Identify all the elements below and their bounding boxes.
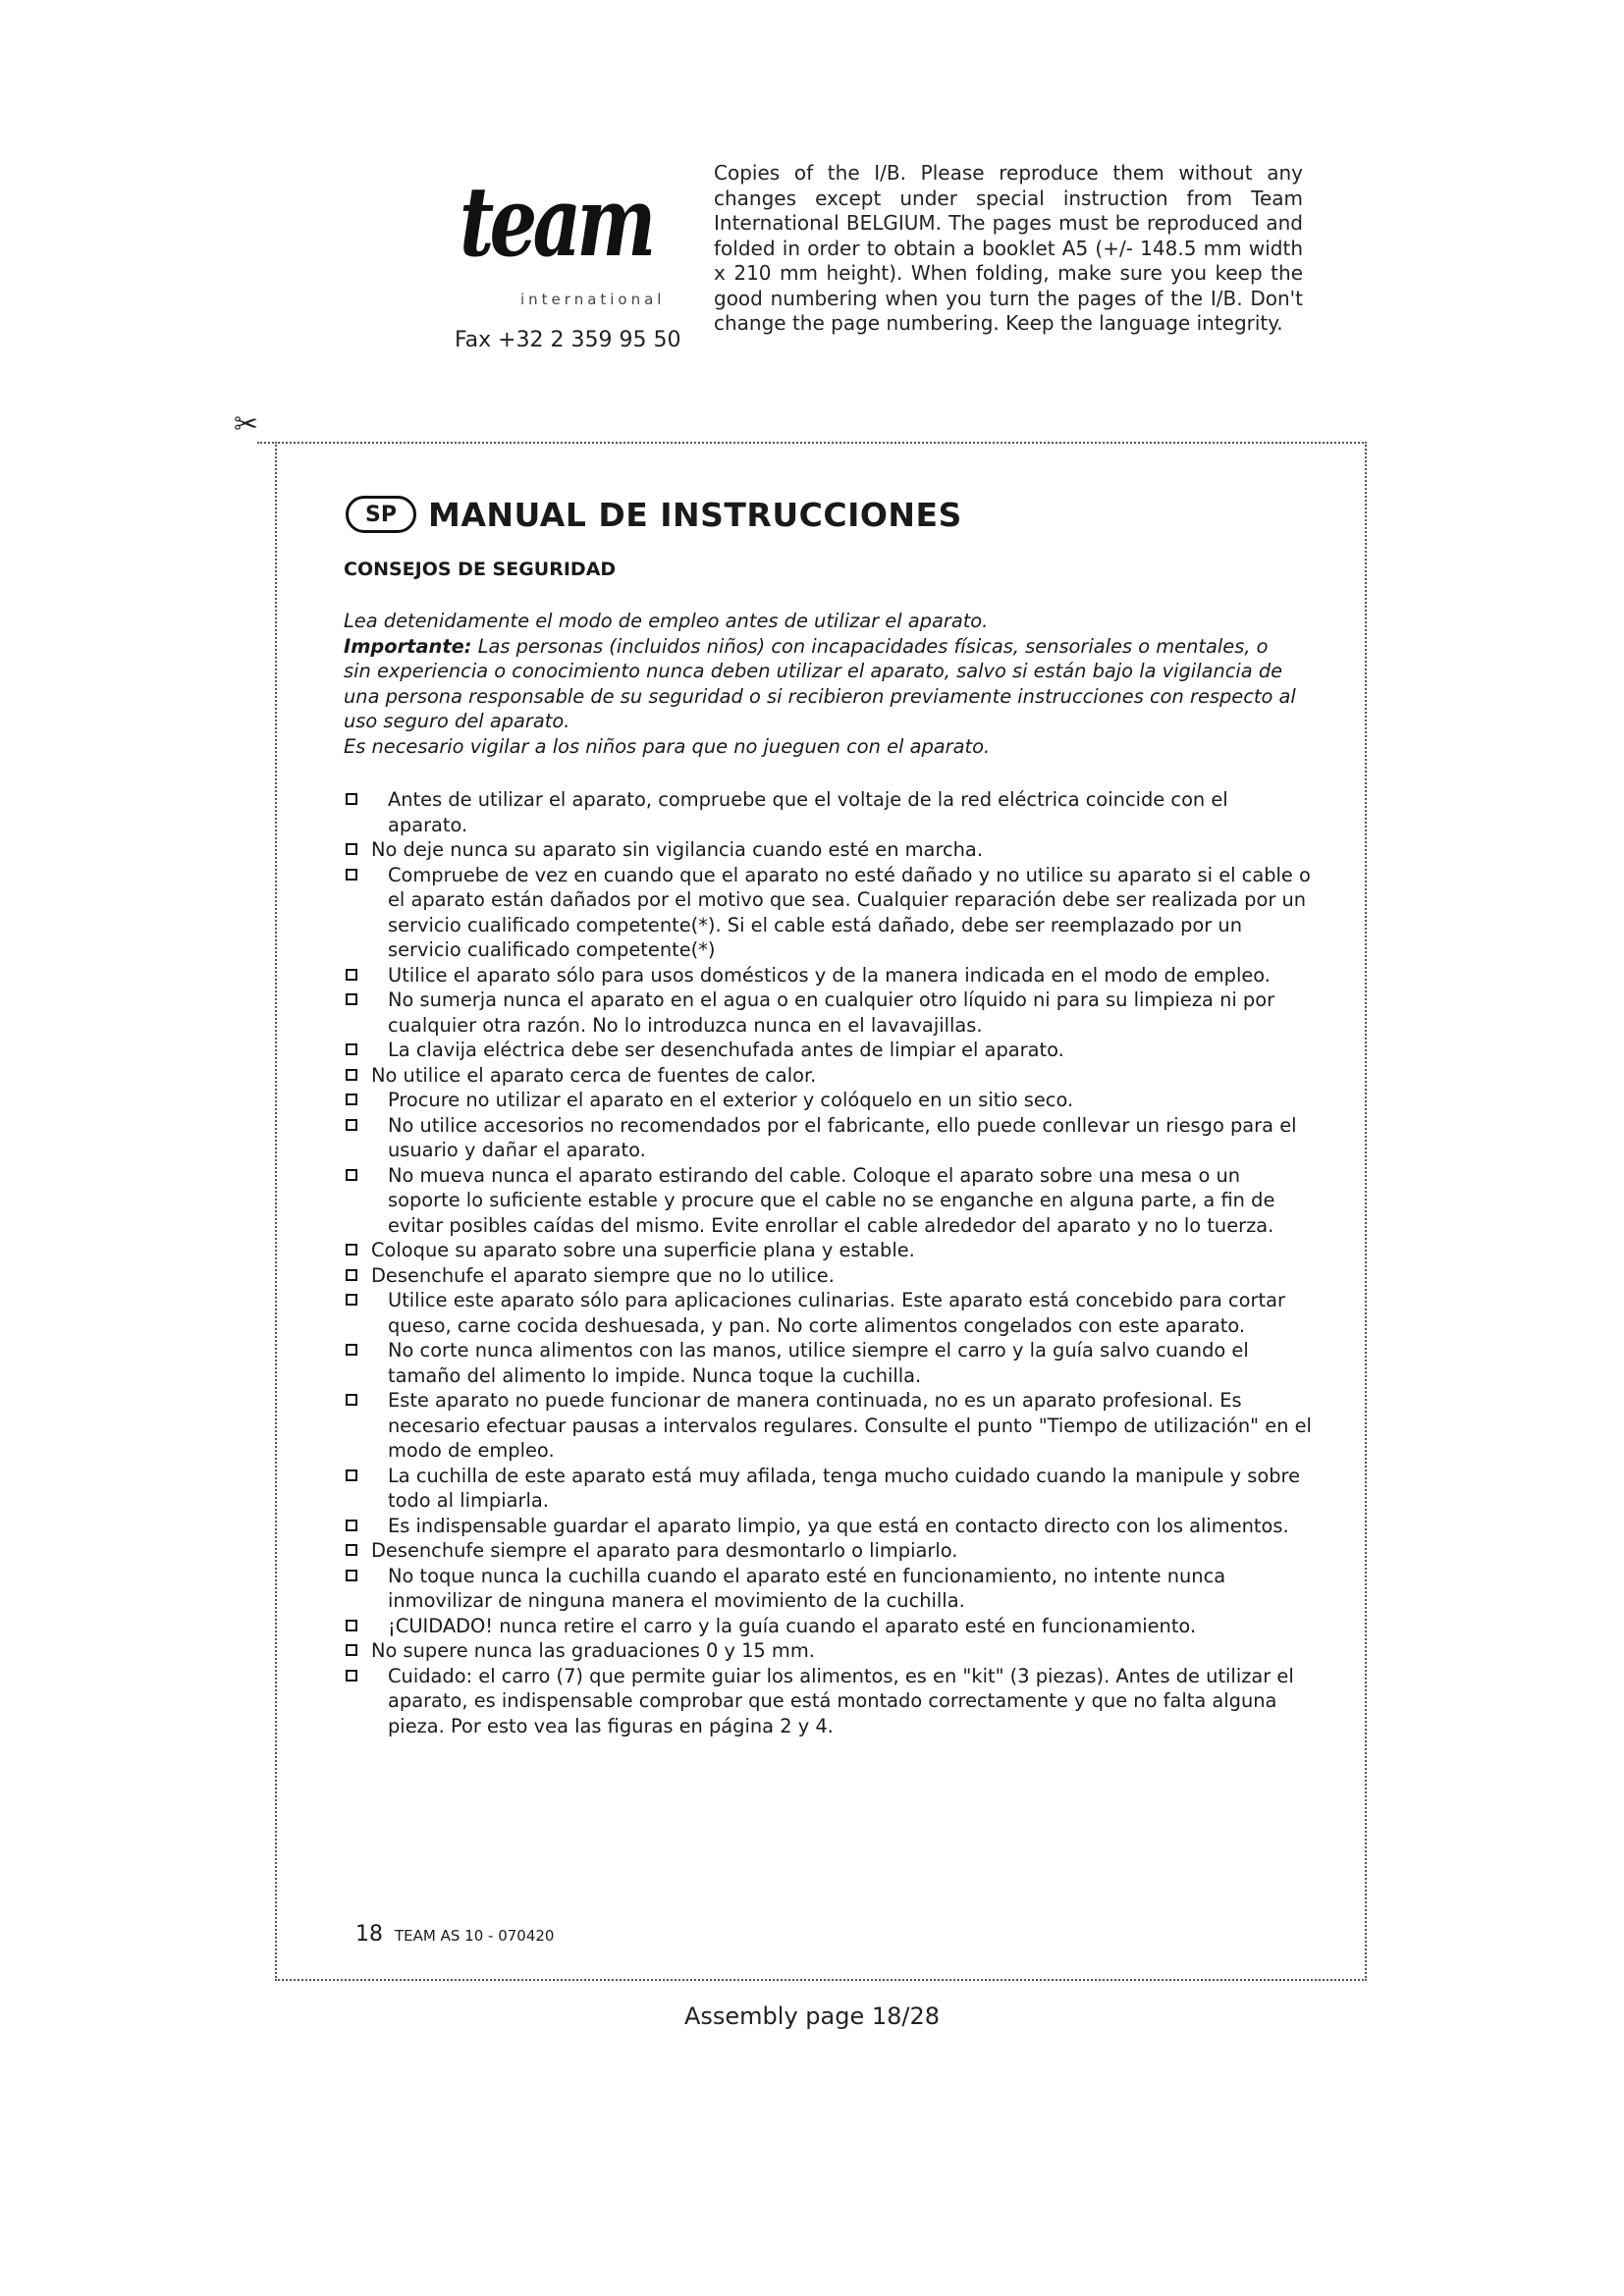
list-item (342, 1088, 1314, 1113)
list-item-text: La cuchilla de este aparato está muy afilada, tenga mucho cuidado cuando la manipule y sobre todo al limpiarla. (388, 1464, 1301, 1512)
list-item (342, 1263, 1314, 1289)
intro-line: Es necesario vigilar a los niños para que no jueguen con el aparato. (344, 734, 991, 758)
list-item (342, 963, 1314, 988)
list-item (342, 1514, 1314, 1539)
checkbox-bullet-icon (346, 1043, 357, 1055)
checkbox-bullet-icon (346, 1119, 357, 1131)
assembly-page-label: Assembly page 18/28 (683, 2002, 941, 2030)
list-item-text: Es indispensable guardar el aparato limpio, ya que está en contacto directo con los alimentos. (388, 1514, 1289, 1537)
list-item (342, 1388, 1314, 1464)
list-item-text: No mueva nunca el aparato estirando del cable. Coloque el aparato sobre una mesa o un soporte lo suficiente estable y procure que el cable no se enganche en alguna parte, a fin de evitar posibles caídas del mismo. Evite enrollar el cable alrededor del aparato y no lo tuerza. (388, 1163, 1275, 1237)
list-item-text: Antes de utilizar el aparato, compruebe que el voltaje de la red eléctrica coincide con el aparato. (388, 788, 1228, 836)
checkbox-bullet-icon (346, 1269, 357, 1281)
list-item-text: Cuidado: el carro (7) que permite guiar los alimentos, es en "kit" (3 piezas). Antes de utilizar el aparato, es indispensable comprobar que está montado correctamente y que no falta alguna pieza. Por esto vea las figuras en página 2 y 4. (388, 1664, 1294, 1737)
checkbox-bullet-icon (346, 1670, 357, 1682)
list-item (342, 1614, 1314, 1639)
list-item (342, 837, 1314, 863)
list-item-text: La clavija eléctrica debe ser desenchufada antes de limpiar el aparato. (388, 1039, 1064, 1061)
list-item-text: No sumerja nunca el aparato en el agua o en cualquier otro líquido ni para su limpieza ni por cualquier otra razón. No lo introduzca nunca en el lavavajillas. (388, 988, 1275, 1037)
team-logo (460, 166, 676, 322)
list-item (342, 1113, 1314, 1163)
list-item (342, 1464, 1314, 1514)
list-item (342, 1163, 1314, 1239)
language-badge: SP (346, 496, 416, 533)
list-item-text: Desenchufe el aparato siempre que no lo utilice. (371, 1263, 835, 1287)
logo-subtitle: international (520, 291, 666, 308)
checkbox-bullet-icon (346, 1294, 357, 1306)
checkbox-bullet-icon (346, 1094, 357, 1105)
scissors-icon: ✂ (234, 407, 259, 442)
section-heading: CONSEJOS DE SEGURIDAD (344, 559, 617, 580)
list-item-text: No corte nunca alimentos con las manos, utilice siempre el carro y la guía salvo cuando el tamaño del alimento lo impide. Nunca toque la cuchilla. (388, 1339, 1249, 1387)
list-item-text: No toque nunca la cuchilla cuando el aparato esté en funcionamiento, no intente nunca inmovilizar de ninguna manera el movimiento de la cuchilla. (388, 1564, 1226, 1612)
important-text: Las personas (incluidos niños) con incapacidades físicas, sensoriales o mentales, o sin experiencia o conocimiento nunca deben utilizar el aparato, salvo si están bajo la vigilancia de una persona responsable de su seguridad o si recibieron previamente instrucciones con respecto al uso seguro del aparato. (344, 634, 1296, 732)
list-item-text: No utilice el aparato cerca de fuentes de calor. (371, 1063, 817, 1087)
checkbox-bullet-icon (346, 1169, 357, 1181)
reproduction-notice: Copies of the I/B. Please reproduce them without any changes except under special instruction from Team International BELGIUM. The pages must be reproduced and folded in order to obtain a booklet A5 (+/- 148.5 mm width x 210 mm height). When folding, make sure you keep the good numbering when you turn the pages of the I/B. Don't change the page numbering. Keep the language integrity. (714, 161, 1303, 335)
list-item (342, 1063, 1314, 1089)
checkbox-bullet-icon (346, 1520, 357, 1531)
list-item (342, 1638, 1314, 1664)
list-item-text: Procure no utilizar el aparato en el exterior y colóquelo en un sitio seco. (388, 1089, 1074, 1111)
checkbox-bullet-icon (346, 1244, 357, 1255)
checkbox-bullet-icon (346, 1069, 357, 1081)
list-item-text: Desenchufe siempre el aparato para desmontarlo o limpiarlo. (371, 1539, 958, 1562)
list-item-text: Utilice este aparato sólo para aplicaciones culinarias. Este aparato está concebido para cortar queso, carne cocida deshuesada, y pan. No corte alimentos congelados con este aparato. (388, 1289, 1285, 1337)
page-number: 18 (355, 1922, 383, 1947)
checkbox-bullet-icon (346, 993, 357, 1005)
list-item (342, 1564, 1314, 1614)
fax-number: Fax +32 2 359 95 50 (455, 328, 681, 352)
list-item-text: Utilice el aparato sólo para usos domésticos y de la manera indicada en el modo de empleo. (388, 963, 1271, 987)
list-item (342, 1538, 1314, 1564)
list-item-text: Coloque su aparato sobre una superficie plana y estable. (371, 1239, 915, 1261)
checkbox-bullet-icon (346, 1620, 357, 1631)
list-item (342, 1664, 1314, 1739)
checkbox-bullet-icon (346, 1644, 357, 1656)
list-item (342, 1288, 1314, 1338)
important-label: Importante: (344, 634, 472, 658)
checkbox-bullet-icon (346, 1469, 357, 1481)
safety-list (342, 787, 1314, 1738)
checkbox-bullet-icon (346, 869, 357, 881)
intro-text (344, 609, 1296, 759)
checkbox-bullet-icon (346, 1544, 357, 1556)
list-item (342, 1338, 1314, 1388)
list-item (342, 1038, 1314, 1063)
list-item-text: No utilice accesorios no recomendados por el fabricante, ello puede conllevar un riesgo para el usuario y dañar el aparato. (388, 1113, 1297, 1161)
checkbox-bullet-icon (346, 1394, 357, 1406)
list-item (342, 988, 1314, 1038)
checkbox-bullet-icon (346, 1570, 357, 1581)
checkbox-bullet-icon (346, 1344, 357, 1356)
page-footer (355, 1922, 554, 1947)
model-code: TEAM AS 10 - 070420 (395, 1927, 555, 1945)
list-item (342, 1238, 1314, 1263)
checkbox-bullet-icon (346, 969, 357, 981)
intro-line: Lea detenidamente el modo de empleo antes de utilizar el aparato. (344, 610, 989, 632)
page-title: MANUAL DE INSTRUCCIONES (428, 495, 962, 534)
checkbox-bullet-icon (346, 793, 357, 805)
checkbox-bullet-icon (346, 843, 357, 855)
list-item-text: Este aparato no puede funcionar de manera continuada, no es un aparato profesional. Es necesario efectuar pausas a intervalos regulares. Consulte el punto "Tiempo de utilización" en el modo de empleo. (388, 1389, 1312, 1462)
list-item (342, 863, 1314, 963)
manual-title-row (346, 493, 962, 536)
list-item-text: No supere nunca las graduaciones 0 y 15 mm. (371, 1639, 815, 1662)
logo-wordmark: team (460, 166, 652, 279)
list-item-text: No deje nunca su aparato sin vigilancia cuando esté en marcha. (371, 838, 983, 861)
important-paragraph (344, 634, 1296, 734)
list-item (342, 787, 1314, 837)
list-item-text: Compruebe de vez en cuando que el aparato no esté dañado y no utilice su aparato si el cable o el aparato están dañados por el motivo que sea. Cualquier reparación debe ser realizada por un servicio cualificado competente(*). Si el cable está dañado, debe ser reemplazado por un servicio cualificado competente(*) (388, 863, 1311, 961)
cut-line (257, 442, 277, 444)
list-item-text: ¡CUIDADO! nunca retire el carro y la guía cuando el aparato esté en funcionamiento. (388, 1614, 1197, 1637)
